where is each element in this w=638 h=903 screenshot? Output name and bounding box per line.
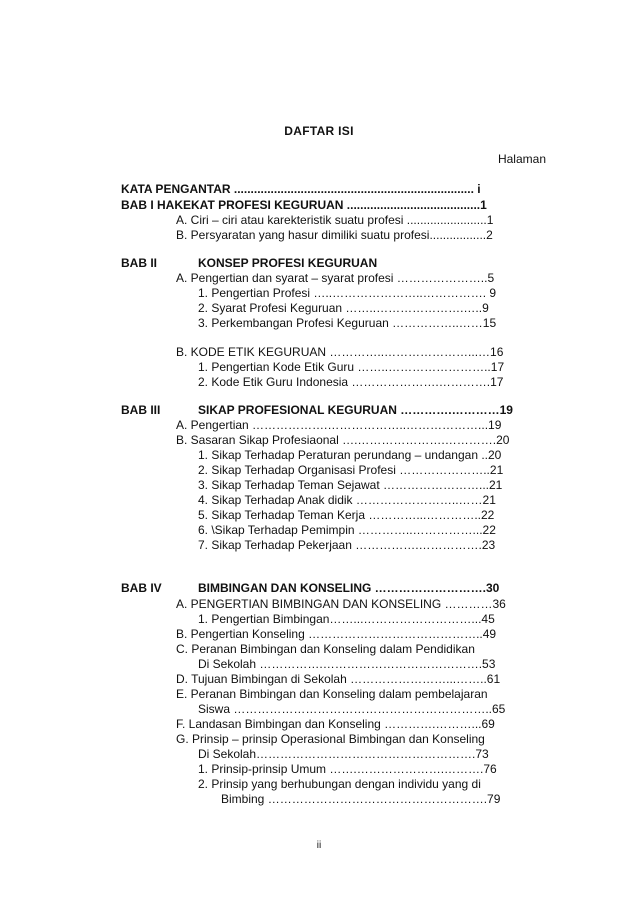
toc-entry: 4. Sikap Terhadap Anak didik ……………………..……21 [198,493,496,507]
toc-entry: 6. \Sikap Terhadap Pemimpin …………..……………...22 [198,523,496,537]
toc-entry: Di Sekolah …………….………………………………….53 [198,657,496,671]
page-title: DAFTAR ISI [284,124,354,138]
toc-entry: Siswa ………………………………………………………..65 [198,702,506,716]
toc-entry: D. Tujuan Bimbingan di Sekolah ……………………...……..61 [176,672,501,686]
toc-entry: SIKAP PROFESIONAL KEGURUAN ………….…………19 [198,403,513,417]
toc-entry: BAB II [121,256,157,270]
toc-entry: A. Ciri – ciri atau karekteristik suatu profesi ........................1 [176,213,494,227]
toc-entry: 5. Sikap Terhadap Teman Kerja …………...…………..22 [198,508,495,522]
toc-entry: BAB I HAKEKAT PROFESI KEGURUAN ........................................1 [121,198,487,212]
toc-entry: B. KODE ETIK KEGURUAN …………..…………………...…16 [176,345,504,359]
toc-entry: BIMBINGAN DAN KONSELING ……………………….30 [198,581,500,595]
toc-entry: 3. Sikap Terhadap Teman Sejawat ……………………...21 [198,478,503,492]
toc-entry: F. Landasan Bimbingan dan Konseling ………….………...69 [176,717,495,731]
toc-entry: 1. Pengertian Bimbingan……...………………………...45 [198,612,495,626]
toc-entry: 2. Prinsip yang berhubungan dengan individu yang di [198,777,481,791]
toc-entry: 1. Pengertian Profesi …..…………………..……………. 9 [198,286,497,300]
toc-entry: BAB IV [121,581,162,595]
toc-entry: BAB III [121,403,161,417]
toc-entry: 7. Sikap Terhadap Pekerjaan …………….…………….23 [198,538,496,552]
toc-entry: 3. Perkembangan Profesi Keguruan ……………..……15 [198,316,497,330]
toc-entry: Di Sekolah……………………………………………….73 [198,747,489,761]
toc-entry: Bimbing ……………………………………………….79 [221,792,501,806]
toc-entry: A. PENGERTIAN BIMBINGAN DAN KONSELING …………36 [176,597,506,611]
toc-entry: C. Peranan Bimbingan dan Konseling dalam Pendidikan [176,642,475,656]
toc-entry: 1. Pengertian Kode Etik Guru ……..……………………..17 [198,360,505,374]
page-column-header: Halaman [497,152,546,166]
toc-entry: A. Pengertian ……………….………………..………………...19 [176,418,502,432]
toc-entry: 1. Prinsip-prinsip Umum …….………………….……….76 [198,762,497,776]
toc-entry: KONSEP PROFESI KEGURUAN [198,256,378,270]
toc-entry: 2. Sikap Terhadap Organisasi Profesi …………………..21 [198,463,504,477]
toc-entry: E. Peranan Bimbingan dan Konseling dalam pembelajaran [176,687,488,701]
toc-entry: B. Persyaratan yang hasur dimiliki suatu profesi.................2 [176,228,493,242]
toc-entry: B. Pengertian Konseling ……………………………………..49 [176,627,497,641]
toc-entry: B. Sasaran Sikap Profesiaonal ….………………….………….20 [176,433,510,447]
toc-entry: 2. Syarat Profesi Keguruan ……..………………….…..9 [198,301,489,315]
toc-entry: 2. Kode Etik Guru Indonesia ………………….………….17 [198,375,504,389]
toc-entry: 1. Sikap Terhadap Peraturan perundang – undangan ..20 [198,448,502,462]
toc-entry: A. Pengertian dan syarat – syarat profesi …………………..5 [176,271,495,285]
page-number: ii [316,840,322,851]
toc-entry: KATA PENGANTAR ........................................................................ i [121,182,481,196]
toc-entry: G. Prinsip – prinsip Operasional Bimbingan dan Konseling [176,732,485,746]
